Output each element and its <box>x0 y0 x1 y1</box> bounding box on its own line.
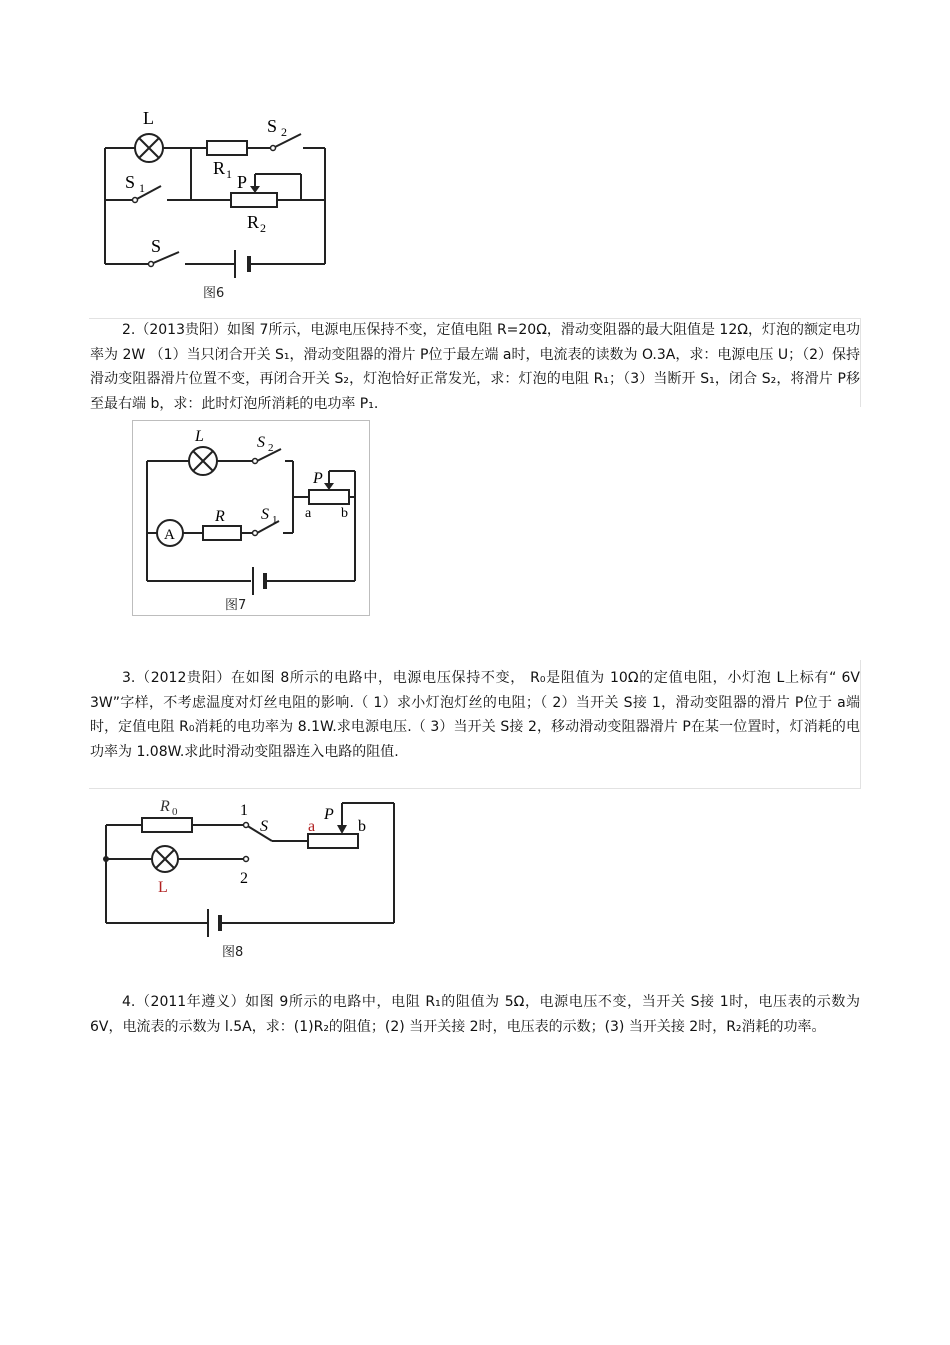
fig8-label-1: 1 <box>240 802 248 819</box>
svg-text:2: 2 <box>268 442 274 454</box>
svg-text:1: 1 <box>139 181 145 195</box>
svg-text:0: 0 <box>172 806 178 818</box>
rheostat-icon <box>308 834 358 848</box>
fig8-caption: 图8 <box>222 945 244 960</box>
figure-7-frame <box>132 420 370 616</box>
rheostat-icon <box>309 490 349 504</box>
svg-text:2: 2 <box>281 125 287 139</box>
svg-text:1: 1 <box>226 167 232 181</box>
fig8-label-2: 2 <box>240 870 248 887</box>
fig6-label-r2: R <box>247 212 260 232</box>
svg-text:2: 2 <box>260 221 266 235</box>
rheostat-r2-icon <box>231 193 277 207</box>
fig6-label-l: L <box>143 108 154 128</box>
figure-6-circuit <box>95 108 335 308</box>
fig8-label-a: a <box>308 818 316 835</box>
question-3-text: 3.（2012贵阳）在如图 8所示的电路中，电源电压保持不变， R₀是阻值为 10Ω的定值电阻，小灯泡 L上标有“ 6V 3W”字样，不考虑温度对灯丝电阻的影响.（ 1）求小灯泡灯丝的电阻；（ 2）当开关 S接 1，滑动变阻器的滑片 P位于 a端时，定值电阻 R₀消耗的电功率为 8.1W.求电源电压.（ 3）当开关 S接 2，移动滑动变阻器滑片 P在某一位置时，灯消耗的电功率为 1.08W.求此时滑动变阻器连入电路的阻值. <box>90 670 860 760</box>
figure-8-circuit <box>96 795 406 965</box>
lamp-icon <box>135 134 163 162</box>
battery-icon <box>235 250 249 278</box>
fig8-label-r0: R <box>160 798 170 815</box>
battery-icon <box>253 567 265 595</box>
fig6-label-p: P <box>237 172 248 192</box>
question-2-text: 2.（2013贵阳）如图 7所示，电源电压保持不变，定值电阻 R=20Ω，滑动变阻器的最大阻值是 12Ω，灯泡的额定电功率为 2W （1）当只闭合开关 S₁，滑动变阻器的滑片 P位于最左端 a时，电流表的读数为 O.3A，求：电源电压 U；（2）保持滑动变阻器滑片位置不变，再闭合开关 S₂，灯泡恰好正常发光，求：灯泡的电阻 R₁；（3）当断开 S₁，闭合 S₂，将滑片 P移至最右端 b，求：此时灯泡所消耗的电功率 P₁. <box>90 322 860 412</box>
resistor-r1-icon <box>207 141 247 155</box>
question-2 <box>90 318 860 416</box>
fig7-label-s1: S <box>261 506 269 523</box>
question-4-text: 4.（2011年遵义）如图 9所示的电路中，电阻 R₁的阻值为 5Ω，电源电压不变，当开关 S接 1时，电压表的示数为 6V，电流表的示数为 l.5A，求：(1)R₂的阻值；(2) 当开关接 2时，电压表的示数；(3) 当开关接 2时，R₂消耗的功率。 <box>90 994 860 1035</box>
fig6-label-s2: S <box>267 116 278 136</box>
battery-icon <box>208 909 220 937</box>
svg-text:A: A <box>164 527 175 543</box>
fig6-label-r1: R <box>213 158 226 178</box>
lamp-icon <box>152 846 178 872</box>
fig7-label-p: P <box>313 470 323 487</box>
fig7-label-r: R <box>215 508 225 525</box>
lamp-icon <box>189 447 217 475</box>
fig6-caption: 图6 <box>203 286 225 301</box>
resistor-r0-icon <box>142 818 192 832</box>
fig7-label-b: b <box>341 506 348 521</box>
fig7-caption: 图7 <box>225 598 247 613</box>
fig7-label-l: L <box>195 428 204 445</box>
question-4 <box>90 990 860 1039</box>
fig6-label-s1: S <box>125 172 136 192</box>
fig8-label-l: L <box>158 879 168 896</box>
svg-text:1: 1 <box>272 514 278 526</box>
resistor-r-icon <box>203 526 241 540</box>
question-3 <box>90 666 860 764</box>
fig6-label-s: S <box>151 236 162 256</box>
fig8-label-s: S <box>260 818 268 835</box>
ammeter-icon <box>157 520 183 546</box>
fig8-label-p: P <box>324 806 334 823</box>
fig7-label-a: a <box>305 506 312 521</box>
fig7-label-s2: S <box>257 434 265 451</box>
fig8-label-b: b <box>358 818 366 835</box>
figure-7-circuit <box>133 421 369 615</box>
